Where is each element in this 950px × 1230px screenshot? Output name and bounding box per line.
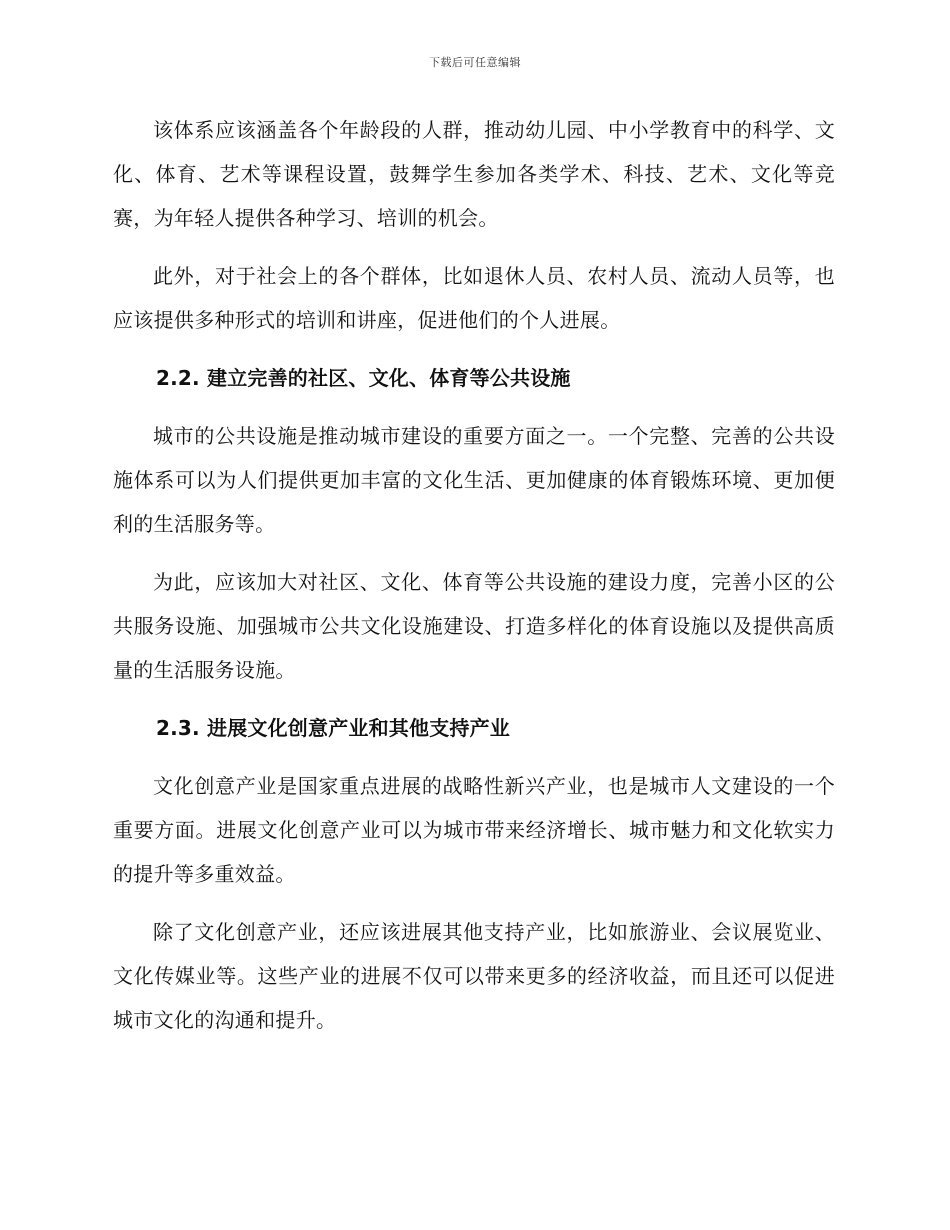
- paragraph-5: 文化创意产业是国家重点进展的战略性新兴产业，也是城市人文建设的一个重要方面。进展文化创意产业可以为城市带来经济增长、城市魅力和文化软实力的提升等多重效益。: [113, 774, 835, 886]
- header-note: 下载后可任意编辑: [429, 56, 521, 69]
- section-heading-2-3: 2.3. 进展文化创意产业和其他支持产业: [156, 716, 510, 740]
- section-heading-2-2: 2.2. 建立完善的社区、文化、体育等公共设施: [156, 366, 571, 390]
- paragraph-1: 该体系应该涵盖各个年龄段的人群，推动幼儿园、中小学教育中的科学、文化、体育、艺术等课程设置，鼓舞学生参加各类学术、科技、艺术、文化等竞赛，为年轻人提供各种学习、培训的机会。: [113, 118, 835, 230]
- paragraph-2: 此外，对于社会上的各个群体，比如退休人员、农村人员、流动人员等，也应该提供多种形式的培训和讲座，促进他们的个人进展。: [113, 264, 835, 332]
- paragraph-3: 城市的公共设施是推动城市建设的重要方面之一。一个完整、完善的公共设施体系可以为人们提供更加丰富的文化生活、更加健康的体育锻炼环境、更加便利的生活服务等。: [113, 424, 835, 536]
- paragraph-4: 为此，应该加大对社区、文化、体育等公共设施的建设力度，完善小区的公共服务设施、加强城市公共文化设施建设、打造多样化的体育设施以及提供高质量的生活服务设施。: [113, 570, 835, 682]
- paragraph-6: 除了文化创意产业，还应该进展其他支持产业，比如旅游业、会议展览业、文化传媒业等。这些产业的进展不仅可以带来更多的经济收益，而且还可以促进城市文化的沟通和提升。: [113, 920, 835, 1032]
- document-body: [113, 108, 835, 1056]
